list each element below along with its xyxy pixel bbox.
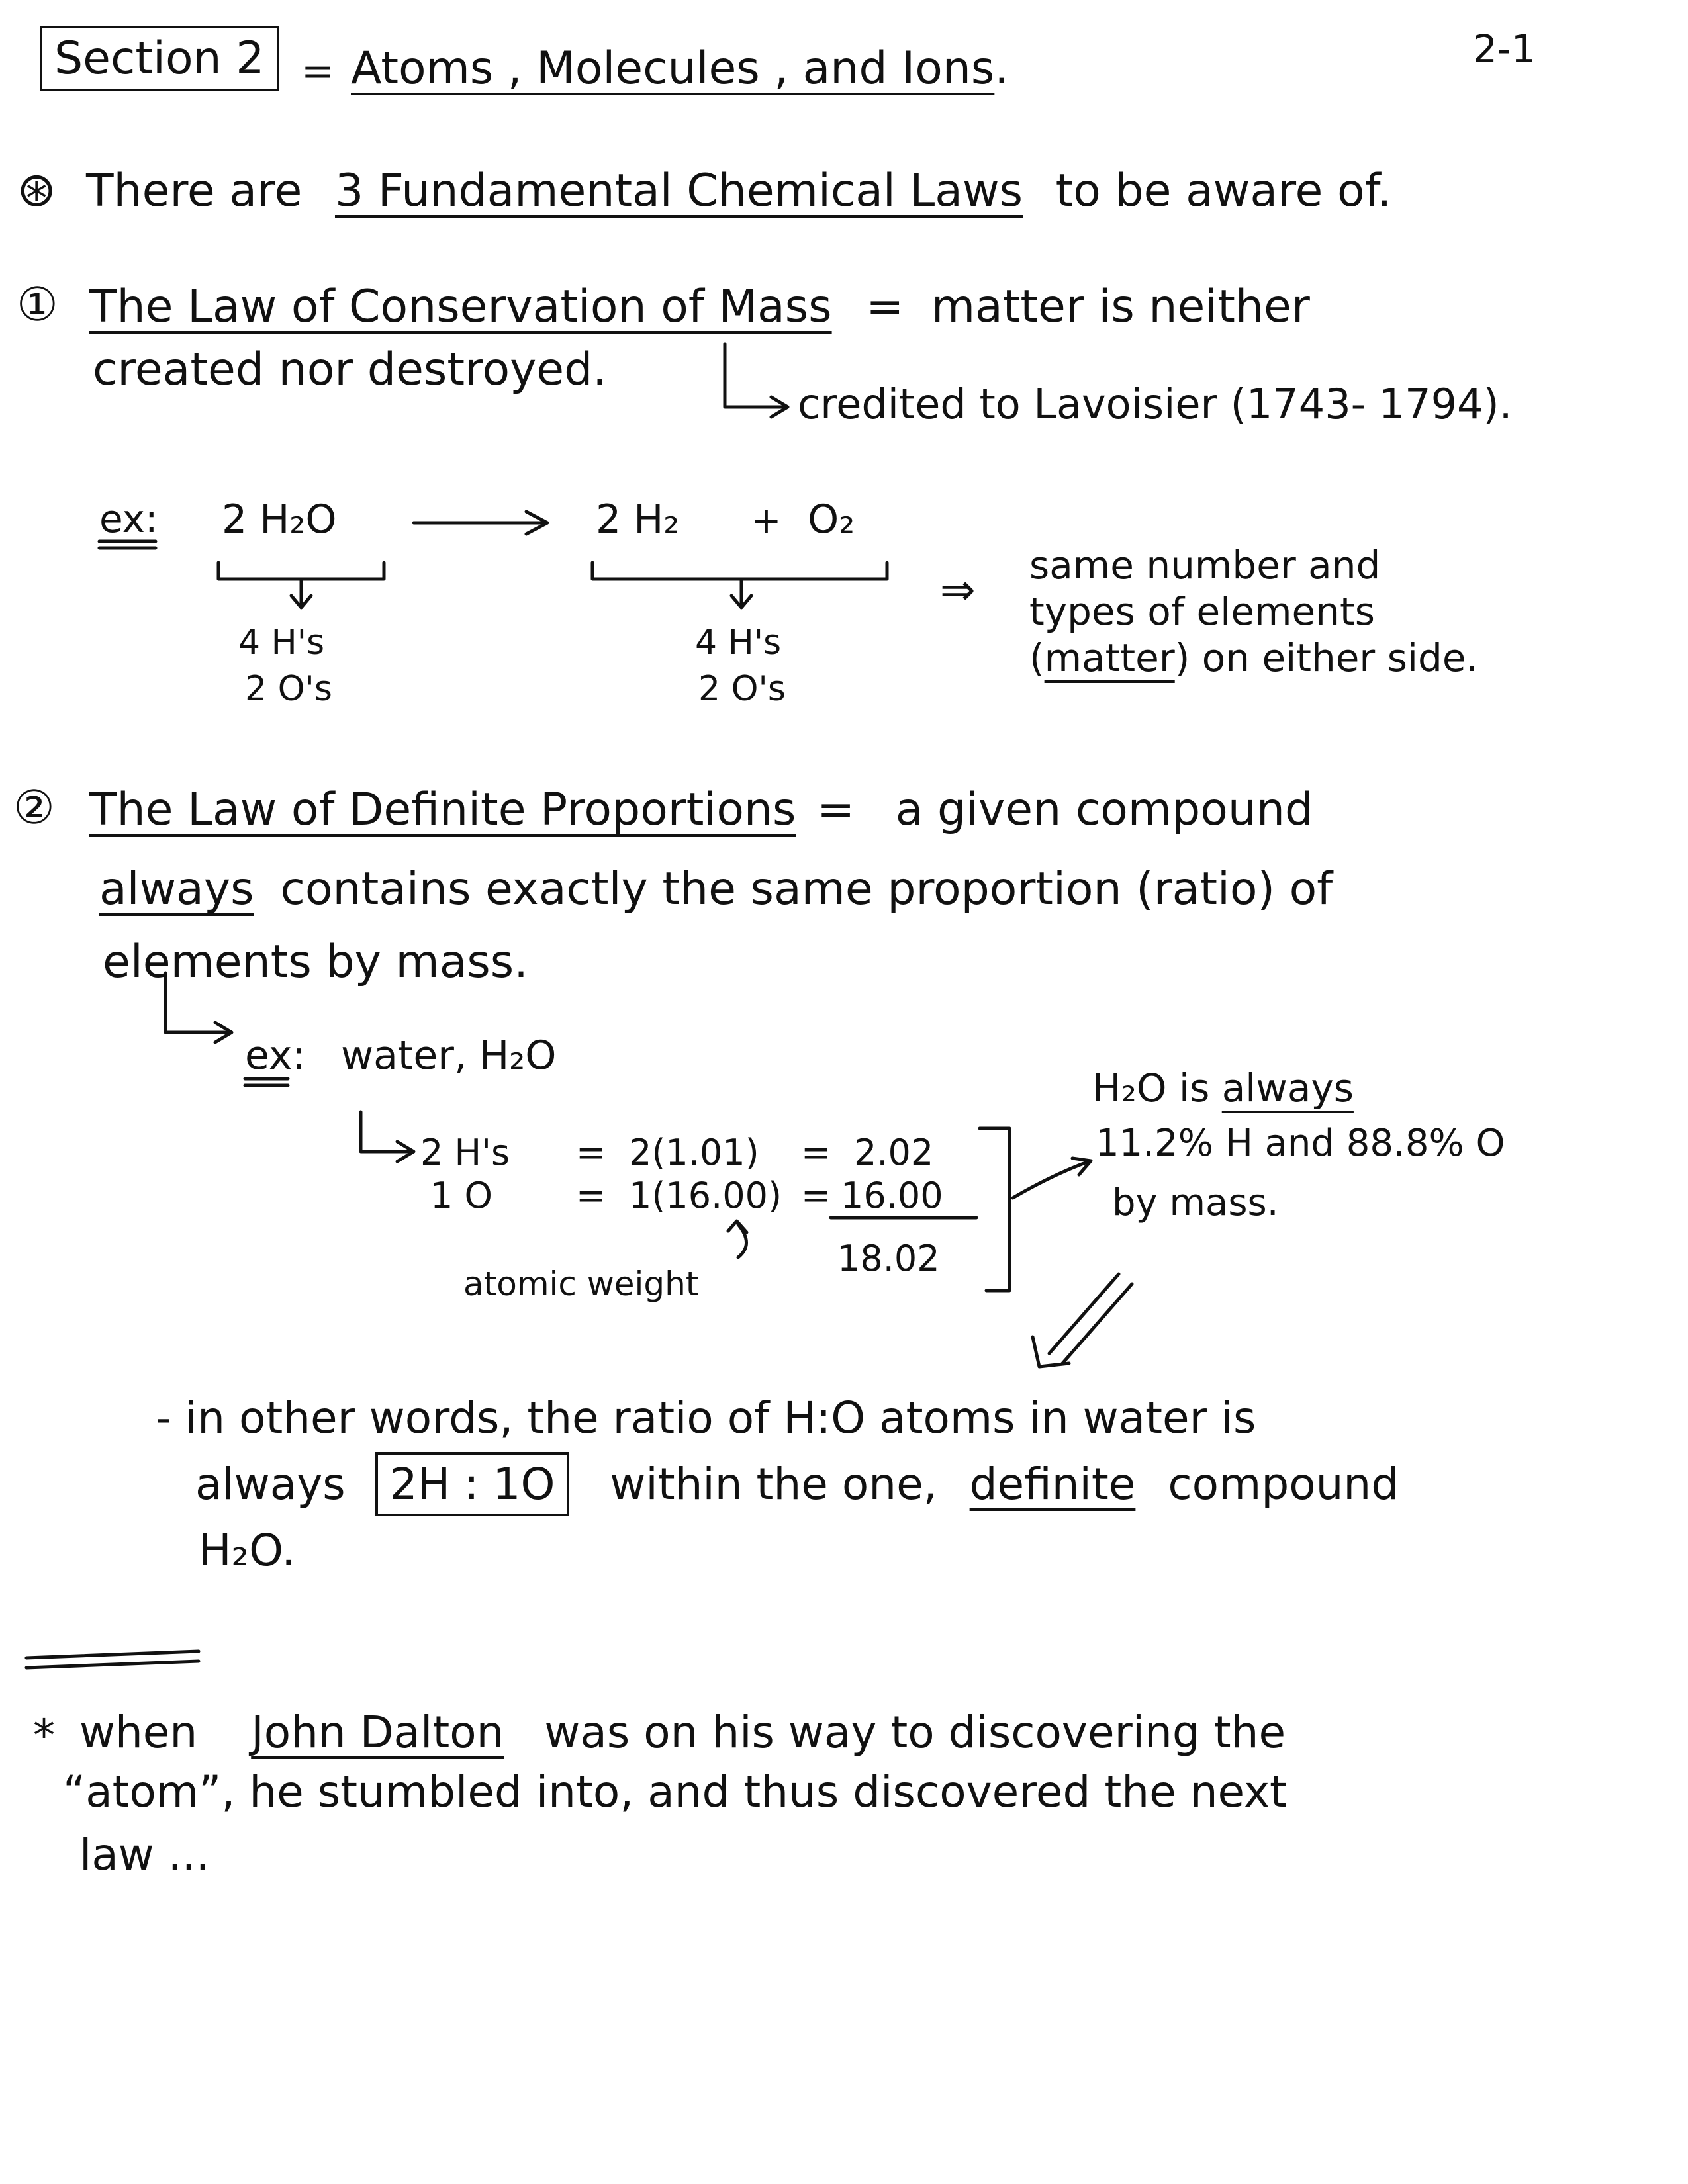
atomic-weight-note: atomic weight: [463, 1265, 699, 1303]
ratio-box: 2H : 1O: [375, 1452, 570, 1516]
law1-plus: +: [751, 500, 782, 541]
footer-line2: “atom”, he stumbled into, and thus discovered the next: [63, 1766, 1287, 1817]
ex-double-underline-2: [245, 1079, 288, 1085]
law1-product-1: 2 H₂: [596, 496, 680, 543]
law1-heading: [89, 281, 1310, 333]
section-label: Section 2: [40, 26, 279, 91]
law1-def-line2: created nor destroyed.: [93, 343, 607, 396]
law2-conclusion-line3: by mass.: [1112, 1181, 1279, 1224]
law2-def-line2-rest: contains exactly the same proportion (ratio) of: [280, 863, 1333, 915]
law1-conclusion-matter: matter: [1044, 635, 1175, 680]
law1-def-line1: matter is neither: [931, 281, 1310, 333]
ratio-line1: - in other words, the ratio of H:O atoms in water is: [156, 1392, 1256, 1443]
row1-calc: 2(1.01): [629, 1132, 759, 1173]
header-equals: =: [301, 48, 335, 95]
ratio-line3: H₂O.: [199, 1525, 296, 1576]
ratio-definite: definite: [969, 1459, 1136, 1510]
page-number: 2-1: [1473, 26, 1536, 71]
law1-equals: =: [866, 281, 904, 333]
row-hook-arrow: [361, 1112, 414, 1161]
row2-calc: 1(16.00): [629, 1175, 782, 1216]
product-bracket: [592, 563, 887, 579]
law2-conclusion-always: always: [1221, 1066, 1354, 1111]
footer-when: when: [79, 1707, 198, 1758]
reactant-down-arrow: [291, 579, 311, 608]
law2-ex-label: ex:: [245, 1032, 306, 1079]
law1-conclusion-open: (: [1029, 635, 1045, 680]
sum-total: 18.02: [837, 1238, 940, 1279]
law2-conclusion-line2: 11.2% H and 88.8% O: [1096, 1122, 1505, 1165]
law2-name: The Law of Definite Proportions: [89, 784, 796, 836]
law1-conclusion-line2: types of elements: [1029, 589, 1375, 634]
law2-conclusion-h2o: H₂O is: [1092, 1066, 1210, 1111]
law2-heading: [89, 784, 1314, 836]
law1-name: The Law of Conservation of Mass: [89, 281, 832, 333]
footer-star-icon: *: [33, 1710, 55, 1761]
footer-name: John Dalton: [251, 1707, 504, 1758]
law1-ex-label: ex:: [99, 496, 158, 541]
intro-line: [86, 165, 1392, 217]
ex-double-underline-1: [99, 541, 156, 548]
row2-result: 16.00: [841, 1175, 943, 1216]
sum-bracket: [980, 1128, 1009, 1291]
law2-ex-text: water, H₂O: [341, 1032, 557, 1079]
double-arrow-down-left: [1033, 1274, 1132, 1367]
footer-line1: [79, 1707, 1286, 1758]
row1-eq2: =: [801, 1132, 831, 1173]
intro-prefix: There are: [86, 165, 303, 217]
page-title: [351, 42, 1009, 95]
law1-conclusion-line3: [1029, 635, 1478, 680]
law2-number-icon: ②: [13, 780, 55, 835]
reaction-arrow: [414, 512, 547, 534]
atomic-weight-curve-arrow: [728, 1221, 747, 1257]
law1-right-count-o: 2 O's: [698, 669, 786, 709]
law1-left-count-o: 2 O's: [245, 669, 332, 709]
row1-result: 2.02: [854, 1132, 934, 1173]
law1-credit: credited to Lavoisier (1743- 1794).: [798, 380, 1513, 428]
row2-label: 1 O: [430, 1175, 493, 1216]
intro-laws-phrase: 3 Fundamental Chemical Laws: [334, 165, 1023, 217]
implies-arrow-icon: ⇒: [940, 566, 976, 615]
section-label-box: [40, 32, 279, 85]
law1-left-count-h: 4 H's: [238, 623, 325, 662]
row1-label: 2 H's: [420, 1132, 510, 1173]
row2-eq: =: [576, 1175, 606, 1216]
credit-hook-arrow: [725, 344, 788, 417]
product-down-arrow: [731, 579, 751, 608]
law2-equals: =: [817, 784, 855, 836]
intro-suffix: to be aware of.: [1055, 165, 1392, 217]
law1-reactant: 2 H₂O: [222, 496, 337, 543]
row1-eq: =: [576, 1132, 606, 1173]
bracket-to-conclusion-arrow: [1013, 1158, 1091, 1198]
law2-def-line2: [99, 863, 1333, 915]
law2-conclusion-line1: [1092, 1066, 1354, 1111]
law1-right-count-h: 4 H's: [695, 623, 782, 662]
law1-number-icon: ①: [17, 277, 58, 332]
law1-conclusion-rest: ) on either side.: [1174, 635, 1478, 680]
law2-def-line1: a given compound: [895, 784, 1314, 836]
law1-conclusion-line1: same number and: [1029, 543, 1381, 588]
law1-product-2: O₂: [808, 496, 855, 543]
page-title-period: .: [994, 42, 1009, 95]
ratio-end: compound: [1168, 1459, 1399, 1510]
law2-def-line3: elements by mass.: [103, 936, 528, 988]
ratio-mid: within the one,: [610, 1459, 937, 1510]
row2-eq2: =: [801, 1175, 831, 1216]
intro-bullet-icon: ⊛: [17, 161, 57, 217]
reactant-bracket: [218, 563, 384, 579]
ratio-prefix: always: [195, 1459, 346, 1510]
footer-line1-rest: was on his way to discovering the: [544, 1707, 1286, 1758]
ratio-line2: [195, 1459, 1399, 1510]
separator-double-line: [26, 1651, 199, 1668]
law2-def-always: always: [99, 863, 254, 915]
footer-line3: law ...: [79, 1829, 210, 1880]
page-title-text: Atoms , Molecules , and Ions: [351, 42, 995, 95]
